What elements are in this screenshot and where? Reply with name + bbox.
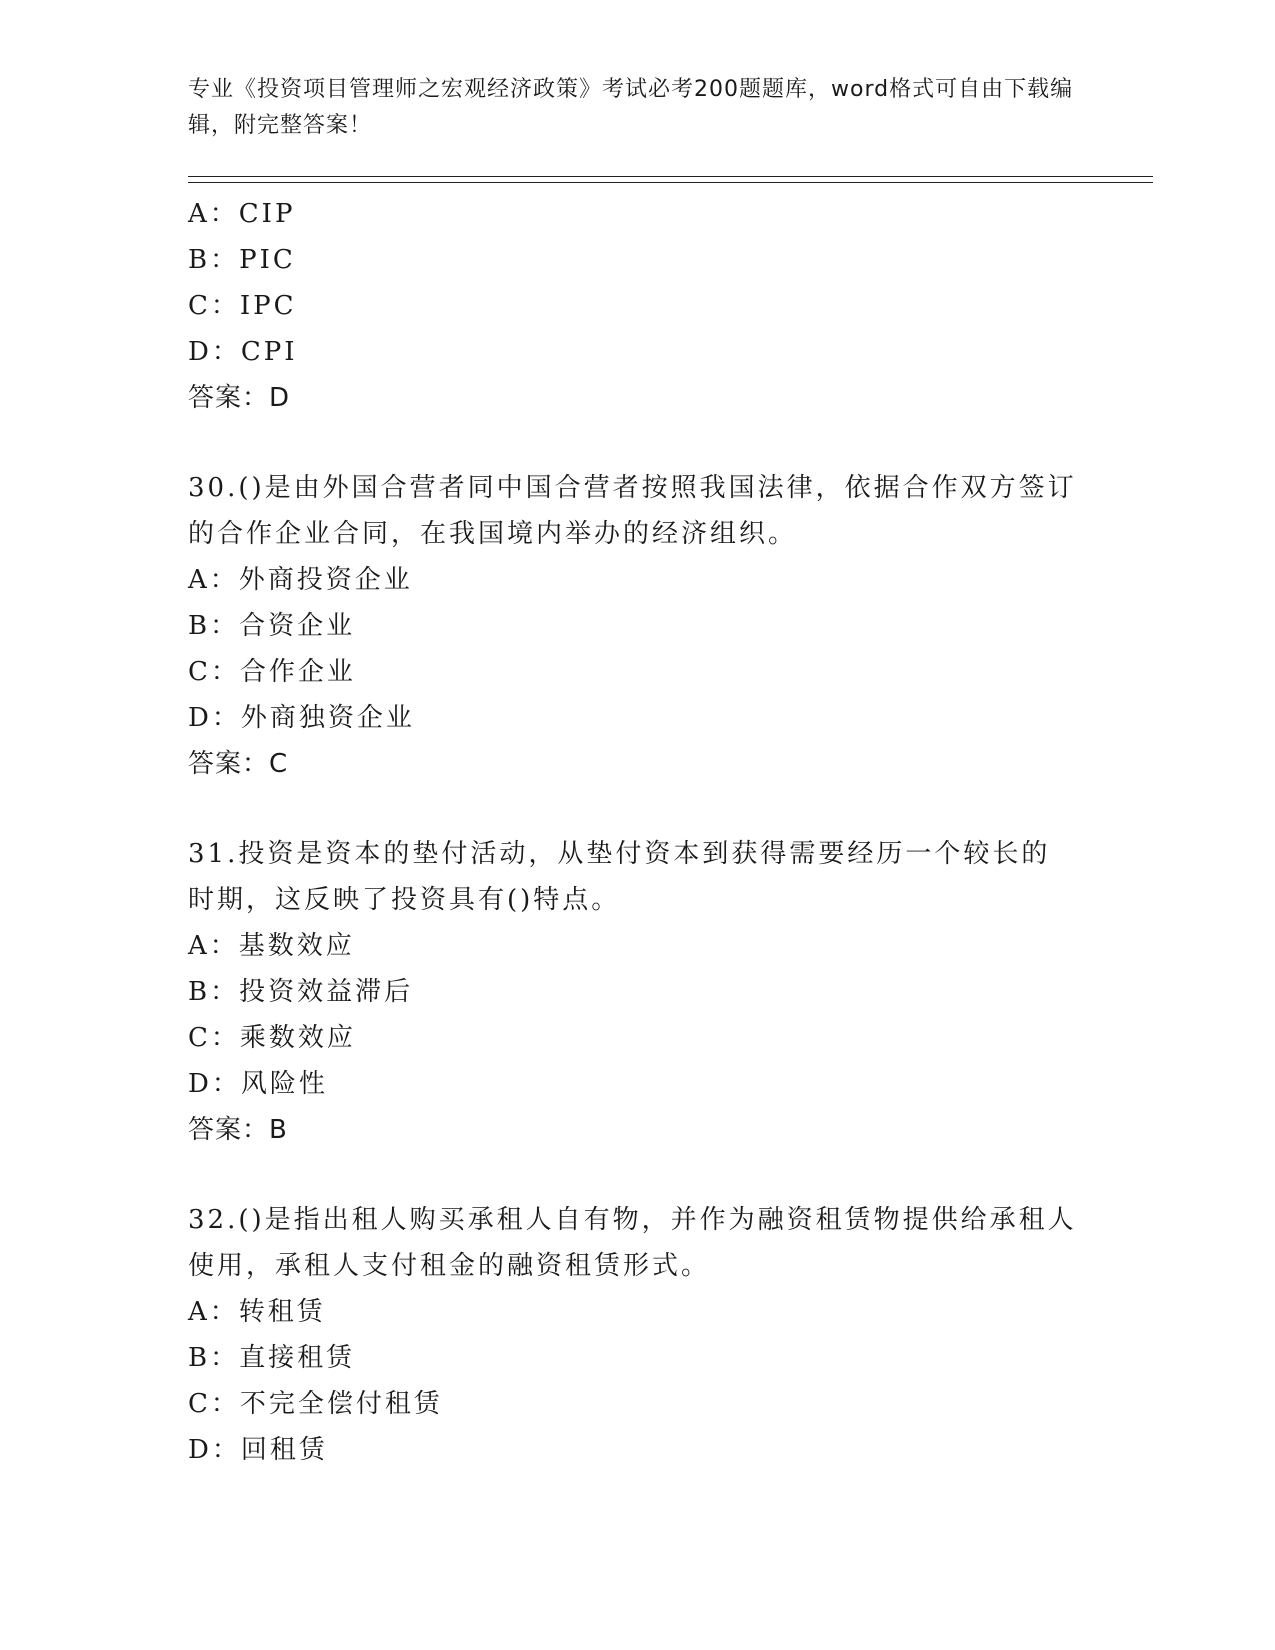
- option-b: B：合资企业: [188, 611, 356, 641]
- question-text: 32.()是指出租人购买承租人自有物，并作为融资租赁物提供给承租人使用，承租人支付租金的融资租赁形式。: [188, 1205, 1077, 1281]
- question-text: 30.()是由外国合营者同中国合营者按照我国法律，依据合作双方签订的合作企业合同，在我国境内举办的经济组织。: [188, 473, 1077, 549]
- document-header: 专业《投资项目管理师之宏观经济政策》考试必考200题题库，word格式可自由下载编辑，附完整答案！: [188, 77, 1074, 138]
- option-b: B：PIC: [188, 245, 296, 275]
- document-body: [188, 191, 1088, 1473]
- option-c: C：不完全偿付租赁: [188, 1389, 443, 1419]
- option-a: A：转租赁: [188, 1297, 326, 1327]
- header-rule-bottom: [188, 182, 1153, 183]
- question-32-block: [188, 1197, 1088, 1473]
- option-c: C：乘数效应: [188, 1023, 356, 1053]
- answer-line: 答案：B: [188, 1115, 288, 1145]
- question-text: 31.投资是资本的垫付活动，从垫付资本到获得需要经历一个较长的时期，这反映了投资具有()特点。: [188, 839, 1051, 915]
- option-a: A：外商投资企业: [188, 565, 413, 595]
- answer-line: 答案：D: [188, 383, 291, 413]
- question-31-block: [188, 831, 1088, 1153]
- option-c: C：IPC: [188, 291, 297, 321]
- question-30-block: [188, 465, 1088, 787]
- answer-line: 答案：C: [188, 749, 289, 779]
- option-b: B：直接租赁: [188, 1343, 356, 1373]
- option-d: D：回租赁: [188, 1435, 328, 1465]
- option-d: D：外商独资企业: [188, 703, 415, 733]
- option-b: B：投资效益滞后: [188, 977, 414, 1007]
- option-a: A：基数效应: [188, 931, 355, 961]
- option-a: A：CIP: [188, 199, 296, 229]
- header-rule-top: [188, 176, 1153, 177]
- option-c: C：合作企业: [188, 657, 356, 687]
- question-29-block: [188, 191, 1088, 421]
- option-d: D：CPI: [188, 337, 298, 367]
- option-d: D：风险性: [188, 1069, 328, 1099]
